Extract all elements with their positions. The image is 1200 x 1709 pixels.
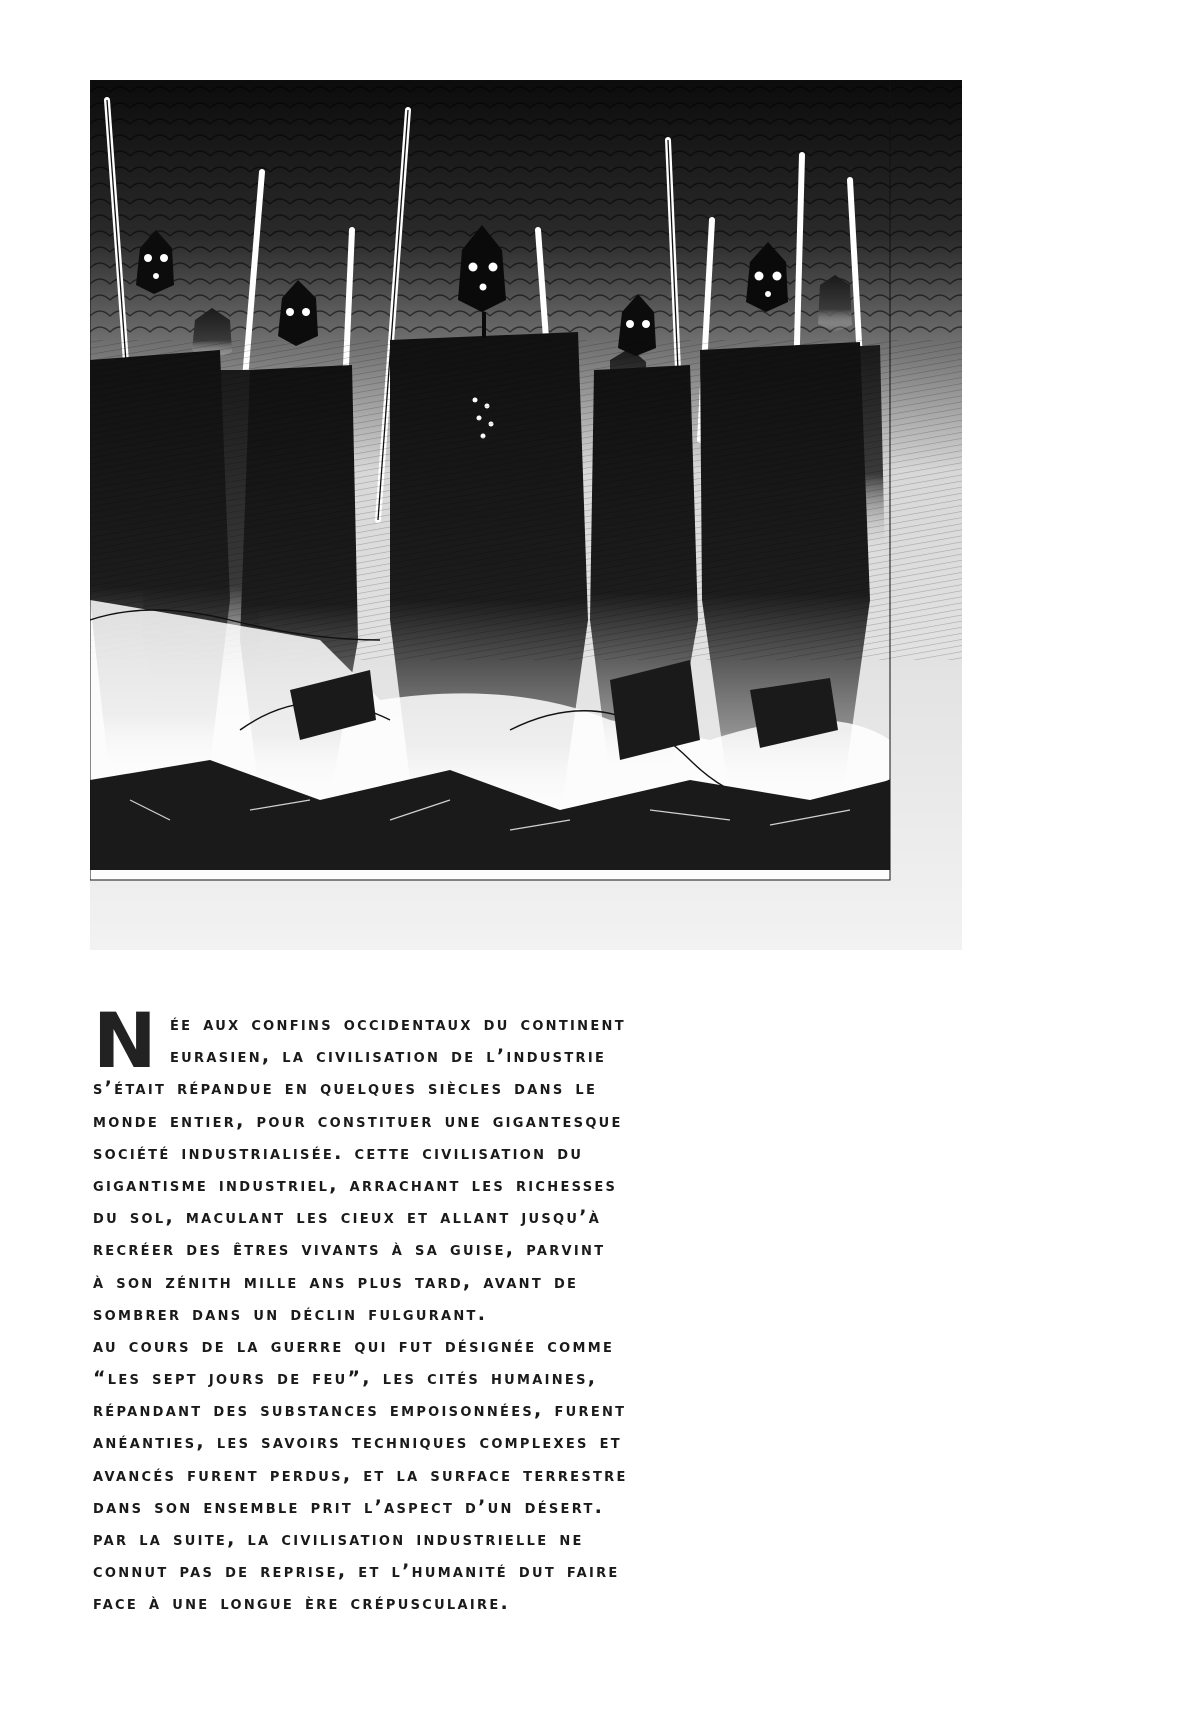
text-line: gigantisme industriel, arrachant les richesses <box>93 1173 618 1196</box>
text-line: “les sept jours de feu”, les cités humaines, <box>93 1367 598 1390</box>
text-line: avancés furent perdus, et la surface terrestre <box>93 1463 628 1486</box>
illustration-drawing <box>90 80 962 950</box>
text-line: du sol, maculant les cieux et allant jusqu’à <box>93 1206 602 1229</box>
text-line: s’était répandue en quelques siècles dans le <box>93 1077 598 1100</box>
text-line: connut pas de reprise, et l’humanité dut faire <box>93 1560 620 1583</box>
text-line: par la suite, la civilisation industrielle ne <box>93 1528 584 1550</box>
text-line: ée aux confins occidentaux du continent <box>170 1013 626 1035</box>
text-line: eurasien, la civilisation de l’industrie <box>170 1045 607 1068</box>
text-line: à son zénith mille ans plus tard, avant de <box>93 1270 579 1293</box>
text-line: recréer des êtres vivants à sa guise, parvint <box>93 1238 606 1261</box>
narrative-text-block <box>93 996 693 1620</box>
text-line: anéanties, les savoirs techniques complexes et <box>93 1431 622 1454</box>
text-line: société industrialisée. cette civilisation du <box>93 1141 584 1164</box>
text-line: monde entier, pour constituer une gigantesque <box>93 1109 623 1132</box>
dropcap-letter: N <box>93 996 157 1085</box>
giant-warriors-illustration <box>90 80 962 950</box>
text-line: au cours de la guerre qui fut désignée comme <box>93 1334 615 1357</box>
text-line: dans son ensemble prit l’aspect d’un désert. <box>93 1495 605 1518</box>
text-line: répandant des substances empoisonnées, furent <box>93 1399 627 1422</box>
text-line: sombrer dans un déclin fulgurant. <box>93 1302 488 1325</box>
text-line: face à une longue ère crépusculaire. <box>93 1592 511 1615</box>
